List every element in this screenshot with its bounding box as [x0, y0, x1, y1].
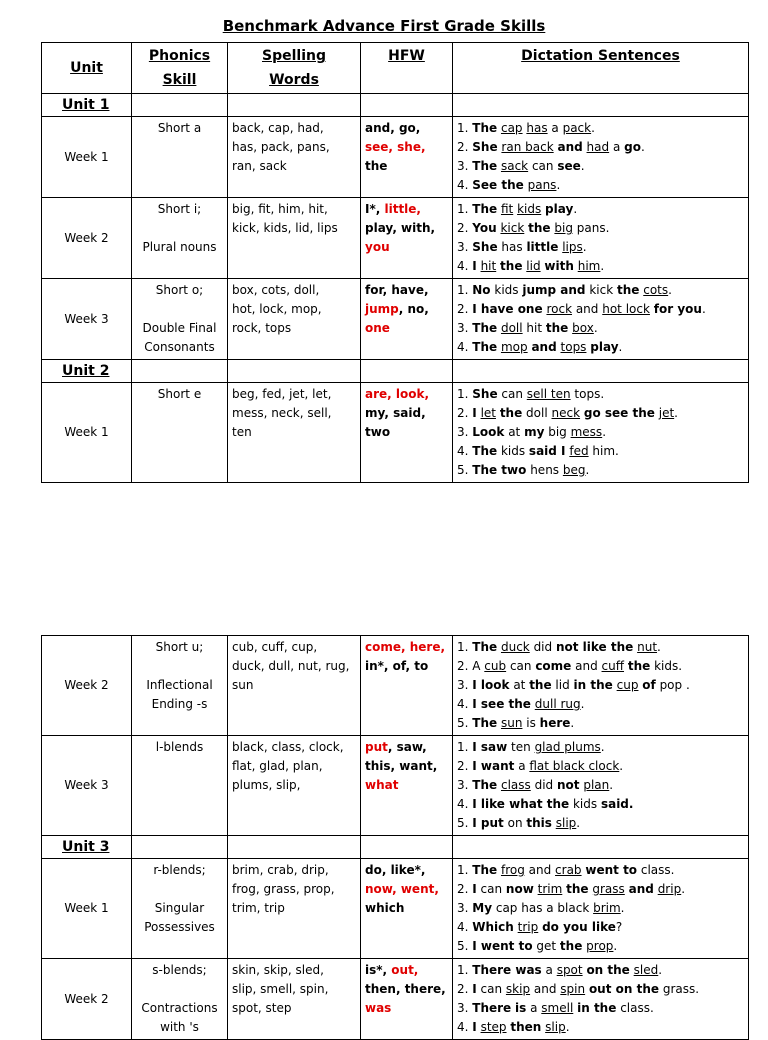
- dictation-sentences: [453, 117, 749, 198]
- header-unit: Unit: [42, 43, 132, 94]
- dictation-sentence: 4. See the pans.: [457, 178, 561, 192]
- dictation-sentence: 4. I like what the kids said.: [457, 797, 634, 811]
- dictation-sentence: 2. She ran back and had a go.: [457, 140, 645, 154]
- hfw-words: for, have, jump, no, one: [361, 279, 453, 360]
- dictation-sentence: 1. No kids jump and kick the cots.: [457, 283, 672, 297]
- header-dictation: Dictation Sentences: [453, 43, 749, 94]
- dictation-sentence: 1. She can sell ten tops.: [457, 387, 605, 401]
- dictation-sentence: 4. Which trip do you like?: [457, 920, 623, 934]
- phonics-skill: l-blends: [132, 736, 228, 836]
- week-row: [42, 859, 749, 959]
- phonics-skill: r-blends; Singular Possessives: [132, 859, 228, 959]
- dictation-sentence: 3. The doll hit the box.: [457, 321, 598, 335]
- unit-label: Unit 1: [42, 94, 132, 117]
- week-row: [42, 383, 749, 483]
- empty-cell: [228, 94, 361, 117]
- week-row: [42, 636, 749, 736]
- empty-cell: [132, 360, 228, 383]
- week-label: Week 1: [42, 117, 132, 198]
- week-label: Week 2: [42, 959, 132, 1040]
- dictation-sentence: 3. My cap has a black brim.: [457, 901, 625, 915]
- header-row: [42, 43, 749, 94]
- dictation-sentences: [453, 636, 749, 736]
- dictation-sentence: 3. The sack can see.: [457, 159, 585, 173]
- hfw-words: do, like*, now, went, which: [361, 859, 453, 959]
- dictation-sentence: 2. A cub can come and cuff the kids.: [457, 659, 683, 673]
- empty-cell: [361, 360, 453, 383]
- week-label: Week 3: [42, 279, 132, 360]
- dictation-sentence: 4. I hit the lid with him.: [457, 259, 605, 273]
- week-label: Week 1: [42, 383, 132, 483]
- unit-row: [42, 360, 749, 383]
- phonics-skill: s-blends; Contractions with 's: [132, 959, 228, 1040]
- dictation-sentence: 5. I put on this slip.: [457, 816, 581, 830]
- dictation-sentence: 1. I saw ten glad plums.: [457, 740, 605, 754]
- spelling-words: brim, crab, drip, frog, grass, prop, trim, trip: [228, 859, 361, 959]
- header-spelling: Spelling Words: [228, 43, 361, 94]
- dictation-sentence: 2. You kick the big pans.: [457, 221, 610, 235]
- dictation-sentence: 3. The class did not plan.: [457, 778, 614, 792]
- spelling-words: big, fit, him, hit, kick, kids, lid, lips: [228, 198, 361, 279]
- week-row: [42, 279, 749, 360]
- empty-cell: [132, 94, 228, 117]
- dictation-sentence: 3. Look at my big mess.: [457, 425, 607, 439]
- hfw-words: I*, little, play, with, you: [361, 198, 453, 279]
- hfw-words: are, look, my, said, two: [361, 383, 453, 483]
- dictation-sentences: [453, 959, 749, 1040]
- week-row: [42, 736, 749, 836]
- dictation-sentence: 1. The fit kids play.: [457, 202, 578, 216]
- dictation-sentences: [453, 736, 749, 836]
- dictation-sentence: 3. I look at the lid in the cup of pop .: [457, 678, 690, 692]
- dictation-sentence: 1. The frog and crab went to class.: [457, 863, 675, 877]
- dictation-sentence: 2. I can now trim the grass and drip.: [457, 882, 686, 896]
- week-row: [42, 959, 749, 1040]
- dictation-sentence: 1. The cap has a pack.: [457, 121, 595, 135]
- empty-cell: [361, 836, 453, 859]
- skills-table-top: [41, 42, 749, 483]
- spelling-words: beg, fed, jet, let, mess, neck, sell, ten: [228, 383, 361, 483]
- empty-cell: [453, 836, 749, 859]
- spelling-words: black, class, clock, flat, glad, plan, plums, slip,: [228, 736, 361, 836]
- skills-table-bottom: [41, 635, 749, 1040]
- week-label: Week 2: [42, 198, 132, 279]
- dictation-sentence: 2. I have one rock and hot lock for you.: [457, 302, 706, 316]
- dictation-sentence: 4. I see the dull rug.: [457, 697, 585, 711]
- dictation-sentences: [453, 198, 749, 279]
- spelling-words: cub, cuff, cup, duck, dull, nut, rug, sun: [228, 636, 361, 736]
- phonics-skill: Short o; Double Final Consonants: [132, 279, 228, 360]
- unit-row: [42, 94, 749, 117]
- hfw-words: put, saw, this, want, what: [361, 736, 453, 836]
- week-row: [42, 198, 749, 279]
- empty-cell: [453, 360, 749, 383]
- header-hfw: HFW: [361, 43, 453, 94]
- dictation-sentence: 4. The mop and tops play.: [457, 340, 623, 354]
- spelling-words: back, cap, had, has, pack, pans, ran, sack: [228, 117, 361, 198]
- unit-row: [42, 836, 749, 859]
- phonics-skill: Short a: [132, 117, 228, 198]
- dictation-sentence: 5. The sun is here.: [457, 716, 575, 730]
- unit-label: Unit 3: [42, 836, 132, 859]
- phonics-skill: Short u; Inflectional Ending -s: [132, 636, 228, 736]
- week-label: Week 2: [42, 636, 132, 736]
- empty-cell: [453, 94, 749, 117]
- week-row: [42, 117, 749, 198]
- hfw-words: come, here, in*, of, to: [361, 636, 453, 736]
- week-label: Week 3: [42, 736, 132, 836]
- empty-cell: [361, 94, 453, 117]
- hfw-words: and, go, see, she, the: [361, 117, 453, 198]
- dictation-sentences: [453, 383, 749, 483]
- week-label: Week 1: [42, 859, 132, 959]
- dictation-sentence: 5. I went to get the prop.: [457, 939, 618, 953]
- dictation-sentence: 2. I can skip and spin out on the grass.: [457, 982, 700, 996]
- empty-cell: [132, 836, 228, 859]
- hfw-words: is*, out, then, there, was: [361, 959, 453, 1040]
- dictation-sentence: 2. I want a flat black clock.: [457, 759, 624, 773]
- header-phonics: Phonics Skill: [132, 43, 228, 94]
- page-title: Benchmark Advance First Grade Skills: [222, 17, 546, 35]
- dictation-sentences: [453, 859, 749, 959]
- phonics-skill: Short i; Plural nouns: [132, 198, 228, 279]
- dictation-sentence: 2. I let the doll neck go see the jet.: [457, 406, 678, 420]
- dictation-sentences: [453, 279, 749, 360]
- phonics-skill: Short e: [132, 383, 228, 483]
- dictation-sentence: 5. The two hens beg.: [457, 463, 590, 477]
- dictation-sentence: 1. There was a spot on the sled.: [457, 963, 663, 977]
- spelling-words: box, cots, doll, hot, lock, mop, rock, tops: [228, 279, 361, 360]
- dictation-sentence: 4. The kids said I fed him.: [457, 444, 619, 458]
- dictation-sentence: 3. She has little lips.: [457, 240, 587, 254]
- dictation-sentence: 3. There is a smell in the class.: [457, 1001, 654, 1015]
- spelling-words: skin, skip, sled, slip, smell, spin, spot, step: [228, 959, 361, 1040]
- dictation-sentence: 4. I step then slip.: [457, 1020, 570, 1034]
- empty-cell: [228, 836, 361, 859]
- dictation-sentence: 1. The duck did not like the nut.: [457, 640, 661, 654]
- empty-cell: [228, 360, 361, 383]
- unit-label: Unit 2: [42, 360, 132, 383]
